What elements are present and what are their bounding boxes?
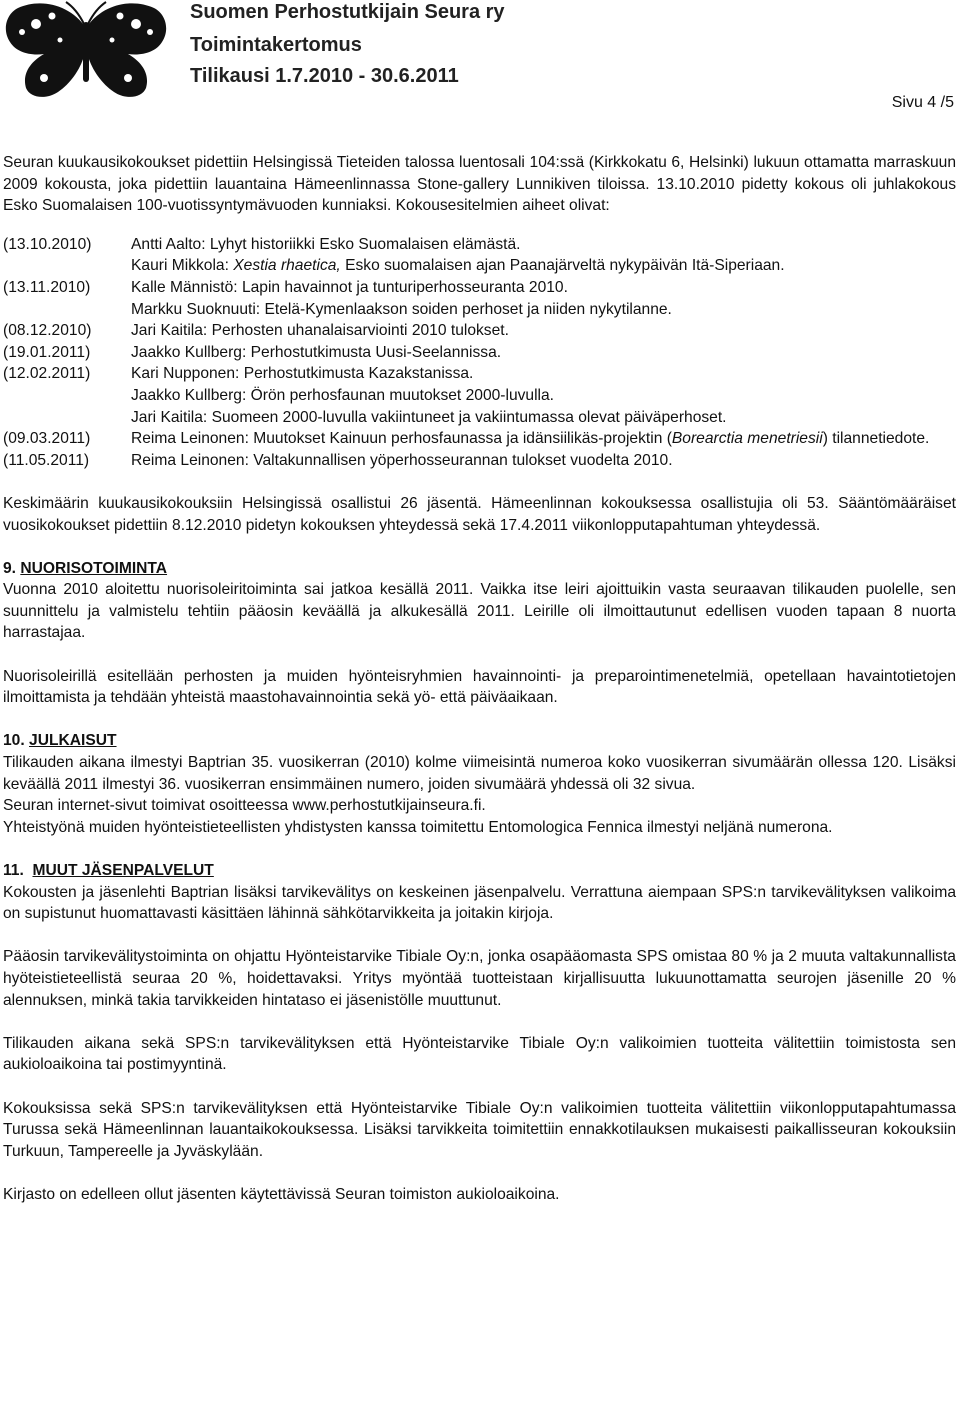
meeting-topic: Kari Nupponen: Perhostutkimusta Kazakstanissa.: [131, 365, 474, 383]
section-heading-youth: 9. NUORISOTOIMINTA: [3, 559, 168, 577]
meeting-topic: Jaakko Kullberg: Perhostutkimusta Uusi-Seelannissa.: [131, 343, 502, 361]
meeting-topic: Reima Leinonen: Valtakunnallisen yöperhosseurannan tulokset vuodelta 2010.: [131, 451, 673, 469]
services-paragraph: Kokouksissa sekä SPS:n tarvikevälityksen että Hyönteistarvike Tibiale Oy:n valikoimien tuotteita välitettiin viikonlopputapahtumassa Turussa sekä Hämeenlinnan lauantaikokouksessa. Lisäksi tarvikkeita toimitettiin ennakkotilauksen mukaisesti paikallisseuran kokouksiin Turkuun, Tampereelle ja Jyväskylään.: [3, 1099, 956, 1160]
meeting-date: (11.05.2011): [3, 451, 90, 469]
section-heading-publications: 10. JULKAISUT: [3, 732, 117, 750]
meeting-topic: Reima Leinonen: Muutokset Kainuun perhosfaunassa ja idänsiilikäs-projektin (Borearctia menetriesii) tilannetiedote.: [131, 430, 930, 448]
species-name: Xestia rhaetica,: [233, 257, 341, 275]
services-paragraph: Kokousten ja jäsenlehti Baptrian lisäksi tarvikevälitys on keskeinen jäsenpalvelu. Verrattuna aiempaan SPS:n tarvikevälityksen valikoima on supistunut huomattavasti käsittäen lähinnä sähkötarvikkeita ja joitakin kirjoja.: [3, 883, 956, 923]
meeting-date: [3, 299, 131, 321]
meeting-date: [3, 255, 131, 277]
meeting-date: (19.01.2011): [3, 343, 91, 361]
meeting-date: (13.10.2010): [3, 235, 92, 253]
library-paragraph: Kirjasto on edelleen ollut jäsenten käytettävissä Seuran toimiston aukioloaikoina.: [3, 1185, 560, 1203]
services-paragraph: Pääosin tarvikevälitystoiminta on ohjattu Hyönteistarvike Tibiale Oy:n, jonka osapääomasta SPS omistaa 80 % ja 2 muuta valtakunnallista hyöteistieteellistä seuraa 20 %, hoidettavaksi. Yritys myöntää tuotteistaan kirjallisuutta lukuunottamatta seurojen jäsenille 20 % alennuksen, minkä takia tarvikkeiden hintataso ei jäsenistölle muuttunut.: [3, 948, 956, 1009]
meeting-date: (09.03.2011): [3, 430, 91, 448]
meeting-topic: Antti Aalto: Lyhyt historiikki Esko Suomalaisen elämästä.: [131, 235, 521, 253]
page-number: Sivu 4 /5: [891, 94, 954, 111]
publications-paragraph: Yhteistyönä muiden hyönteistieteellisten yhdistysten kanssa toimitettu Entomologica Fennica ilmestyi neljänä numerona.: [3, 818, 833, 836]
intro-paragraph: Seuran kuukausikokoukset pidettiin Helsingissä Tieteiden talossa luentosali 104:ssä (Kirkkokatu 6, Helsinki) lukuun ottamatta marraskuun 2009 kokousta, joka pidettiin lauantaina Hämeenlinnassa Stone-gallery Lunnikiven tiloissa. 13.10.2010 pidetty kokous oli juhlakokous Esko Suomalaisen 100-vuotissyntymävuoden kunniaksi. Kokousesitelmien aiheet olivat:: [3, 154, 956, 215]
meeting-topic: Kauri Mikkola: Xestia rhaetica, Esko suomalaisen ajan Paanajärveltä nykypäivän Itä-Siperiaan.: [131, 257, 785, 275]
header-period: Tilikausi 1.7.2010 - 30.6.2011: [190, 65, 459, 87]
species-name: Borearctia menetriesii: [671, 430, 823, 448]
publications-paragraph: Tilikauden aikana ilmestyi Baptrian 35. vuosikerran (2010) kolme viimeisintä numeroa koko vuosikerran sivumäärän ollessa 120. Lisäksi keväällä 2011 ilmestyi 36. vuosikerran ensimmäinen numero, joiden sivumäärä yhdessä oli 32 sivua.: [3, 754, 956, 793]
society-logo: [0, 0, 172, 102]
header-org: Suomen Perhostutkijain Seura ry: [190, 1, 505, 23]
meeting-date: (12.02.2011): [3, 365, 91, 383]
services-paragraph: Tilikauden aikana sekä SPS:n tarvikevälityksen että Hyönteistarvike Tibiale Oy:n valikoimien tuotteita välitettiin toimistosta sen aukioloaikoina tai postimyyntinä.: [3, 1034, 956, 1074]
meeting-date: [3, 407, 131, 429]
youth-paragraph: Vuonna 2010 aloitettu nuorisoleiritoiminta sai jatkoa kesällä 2011. Vaikka itse leiri ajoittuikin vasta seuraavan tilikauden puolelle, sen suunnittelu ja valmistelu tehtiin pääosin keväällä ja alkukesällä 2011. Leirille oli ilmoittautunut edellisen vuoden tapaan 8 nuorta harrastajaa.: [3, 581, 956, 642]
website-paragraph: Seuran internet-sivut toimivat osoitteessa www.perhostutkijainseura.fi.: [3, 797, 486, 815]
meeting-topic: Kalle Männistö: Lapin havainnot ja tunturiperhosseuranta 2010.: [131, 278, 568, 296]
document-body: [3, 152, 956, 1206]
header-report: Toimintakertomus: [190, 34, 362, 56]
meeting-list: [3, 234, 956, 472]
section-heading-member-services: 11. MUUT JÄSENPALVELUT: [3, 862, 214, 879]
meeting-date: [3, 385, 131, 407]
meeting-date: (08.12.2010): [3, 322, 92, 340]
meeting-topic: Jari Kaitila: Suomeen 2000-luvulla vakiintuneet ja vakiintumassa olevat päiväperhoset.: [131, 408, 727, 426]
meeting-topic: Markku Suoknuuti: Etelä-Kymenlaakson soiden perhoset ja niiden nykytilanne.: [131, 300, 672, 318]
attendance-paragraph: Keskimäärin kuukausikokouksiin Helsingissä osallistui 26 jäsentä. Hämeenlinnan kokouksessa osallistujia oli 53. Sääntömääräiset vuosikokoukset pidettiin 8.12.2010 pidetyn kokouksen yhteydessä sekä 17.4.2011 viikonlopputapahtuman yhteydessä.: [3, 494, 956, 534]
meeting-date: (13.11.2010): [3, 278, 91, 296]
meeting-topic: Jaakko Kullberg: Örön perhosfaunan muutokset 2000-luvulla.: [131, 386, 555, 404]
meeting-topic: Jari Kaitila: Perhosten uhanalaisarviointi 2010 tulokset.: [131, 322, 509, 340]
youth-paragraph: Nuorisoleirillä esitellään perhosten ja muiden hyönteisryhmien havainnointi- ja preparointimenetelmiä, opetellaan havaintotietojen ilmoittamista ja tehdään yhteistä maastohavainnointia sekä yö- että päiväaikaan.: [3, 667, 956, 707]
